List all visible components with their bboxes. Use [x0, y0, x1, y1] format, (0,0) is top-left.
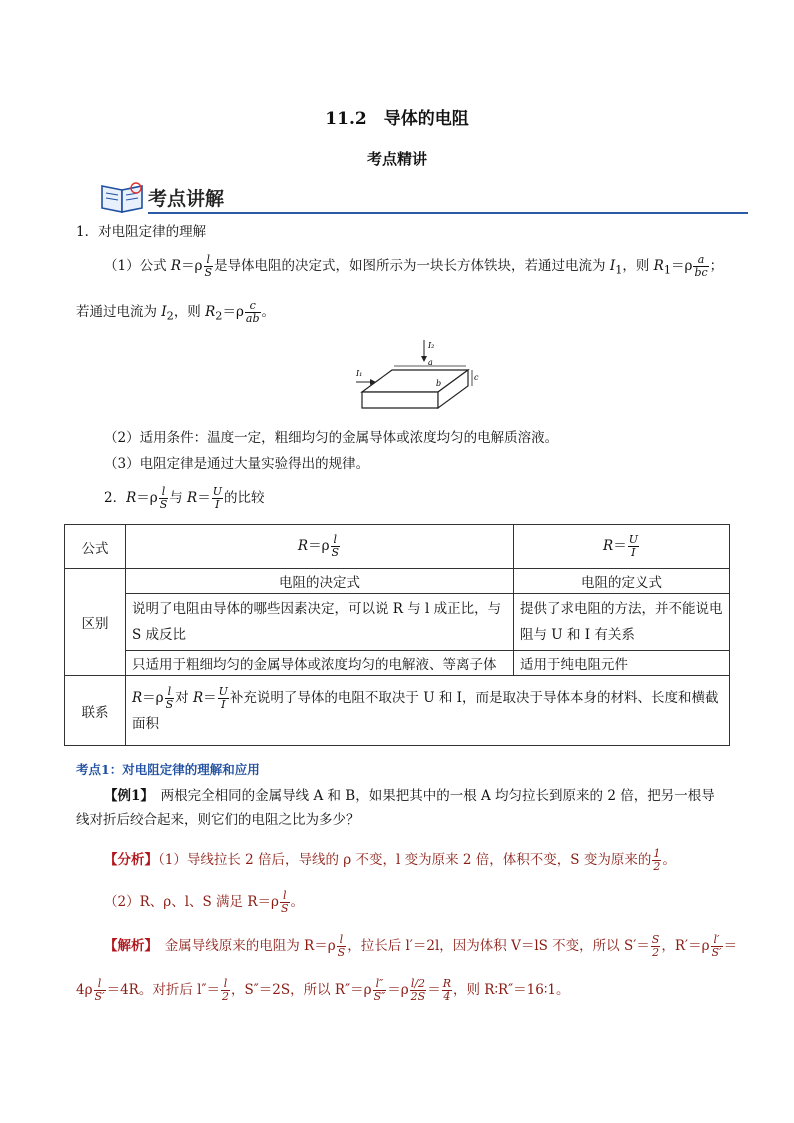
- example-line2: 线对折后绞合起来，则它们的电阻之比为多少？: [76, 812, 360, 828]
- cell-diff-r1-left: 说明了电阻由导体的哪些因素决定，可以说 R 与 l 成正比，与 S 成反比: [126, 594, 514, 651]
- book-icon: [98, 180, 148, 216]
- table-row: [65, 651, 730, 676]
- page-subtitle: 考点精讲: [366, 150, 427, 168]
- section1-line1: （1）公式 R＝ρ $\frac{l}{S}$ 是导体电阻的决定式，如图所示为一块长方体铁块，若通过电流为 $I_1$，则 $R_1=\rho$ $\frac{a}{bc}$ ；: [104, 253, 724, 279]
- cell-diff-r2-right: 适用于纯电阻元件: [514, 651, 730, 676]
- banner-divider: [148, 212, 748, 214]
- solution-line1: 【解析】 金属导线原来的电阻为 R＝ρ $\frac{l}{S}$ ，拉长后 l′＝2l，因为体积 V＝lS 不变，所以 S′＝ $\frac{S}{2}$ ，R′＝ρ $\frac{l'}{S'}$ ＝: [104, 933, 738, 959]
- section-banner: [64, 178, 748, 218]
- label-c: c: [474, 373, 479, 382]
- section1-line3: （2）适用条件：温度一定，粗细均匀的金属导体或浓度均匀的电解质溶液。: [104, 430, 559, 446]
- table-row: [65, 525, 730, 569]
- cell-formula-1: R＝ρ $\frac{l}{S}$: [126, 525, 514, 569]
- label-a: a: [428, 358, 433, 367]
- section2-heading: 2．R＝ρ $\frac{l}{S}$ 与 R＝ $\frac{U}{I}$ 的比较: [104, 485, 265, 511]
- table-row: [65, 594, 730, 651]
- section1-line2: 若通过电流为 $I_2$，则 $R_2=\rho$ $\frac{c}{ab}$ 。: [76, 299, 275, 325]
- table-row: [65, 569, 730, 594]
- banner-label: 考点讲解: [148, 188, 225, 210]
- label-i2: I₂: [428, 341, 435, 350]
- cell-formula-2: R＝ $\frac{U}{I}$: [514, 525, 730, 569]
- example-line1: 【例1】 两根完全相同的金属导线 A 和 B，如果把其中的一根 A 均匀拉长到原来的 2 倍，把另一根导: [104, 788, 715, 804]
- cell-diff-r2-left: 只适用于粗细均匀的金属导体或浓度均匀的电解液、等离子体: [126, 651, 514, 676]
- page-title: 11.2 导体的电阻: [325, 109, 469, 129]
- cell-diff-label: 区别: [65, 569, 126, 676]
- cell-diff-h2: 电阻的定义式: [514, 569, 730, 594]
- cell-formula-header: 公式: [65, 525, 126, 569]
- analysis-line1: 【分析】（1）导线拉长 2 倍后，导线的 ρ 不变，l 变为原来 2 倍，体积不变，S 变为原来的 $\frac{1}{2}$ 。: [104, 847, 676, 873]
- section1-line4: （3）电阻定律是通过大量实验得出的规律。: [104, 456, 370, 472]
- cell-diff-h1: 电阻的决定式: [126, 569, 514, 594]
- solution-line2: 4ρ $\frac{l}{S'}$ ＝4R。对折后 l″＝ $\frac{l}{2}$ ，S″＝2S，所以 R″＝ρ $\frac{l''}{S''}$ ＝ρ $\frac{l/2}{2S}$ ＝ $\frac{R}{4}$ ，则 R∶R″＝16∶1。: [76, 977, 570, 1003]
- cell-link-text: R＝ρ $\frac{l}{S}$ 对 R＝ $\frac{U}{I}$ 补充说明了导体的电阻不取决于 U 和 I，而是取决于导体本身的材料、长度和横截 面积: [126, 676, 730, 746]
- cell-diff-r1-right: 提供了求电阻的方法，并不能说电阻与 U 和 I 有关系: [514, 594, 730, 651]
- cell-link-label: 联系: [65, 676, 126, 746]
- section1-heading: 1．对电阻定律的理解: [76, 224, 207, 240]
- label-i1: I₁: [356, 369, 363, 378]
- iron-block-figure: [352, 336, 484, 418]
- kaodian-label: 考点1：对电阻定律的理解和应用: [76, 762, 260, 777]
- table-row: [65, 676, 730, 746]
- comparison-table: [64, 524, 730, 746]
- analysis-line2: （2）R、ρ、l、S 满足 R＝ρ $\frac{l}{S}$ 。: [104, 889, 304, 915]
- label-b: b: [436, 379, 442, 388]
